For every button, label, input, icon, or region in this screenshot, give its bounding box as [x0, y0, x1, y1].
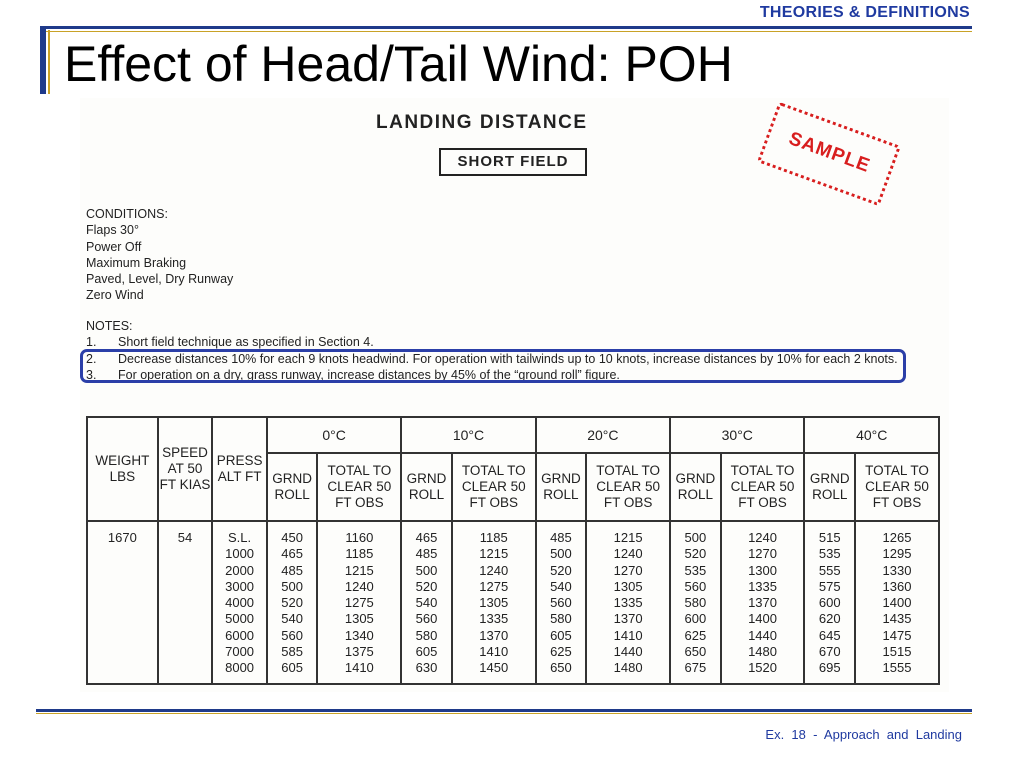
grnd-roll-value: 580	[684, 595, 707, 611]
weight-cell	[87, 521, 158, 684]
col-header-weight: WEIGHT LBS	[87, 417, 158, 521]
total-distance-value: 1215	[479, 546, 509, 562]
grnd-roll-value: 630	[415, 660, 438, 676]
grnd-roll-value: 450	[281, 530, 303, 545]
grnd-roll-value: 500	[415, 562, 438, 578]
title-side-bar-accent	[48, 30, 50, 94]
sample-stamp	[757, 102, 901, 207]
grnd-roll-value: 485	[281, 562, 303, 578]
total-distance-value: 1370	[748, 595, 777, 611]
altitude-cell	[212, 521, 267, 684]
total-distance-value: 1475	[882, 627, 912, 643]
subheader-total: TOTAL TO CLEAR 50 FT OBS	[317, 453, 401, 521]
header-rule	[40, 26, 972, 29]
total-distance-value: 1270	[613, 562, 643, 578]
note-text: Decrease distances 10% for each 9 knots headwind. For operation with tailwinds up to 10 knots, increase distances by 10% for each 2 knots.	[118, 351, 898, 366]
temp-header: 0°C	[267, 417, 401, 453]
subheader-total: TOTAL TO CLEAR 50 FT OBS	[452, 453, 536, 521]
subheader-total: TOTAL TO CLEAR 50 FT OBS	[855, 453, 939, 521]
total-distance-value: 1160	[345, 530, 374, 545]
total-distance-value: 1335	[479, 611, 509, 627]
conditions-heading: CONDITIONS:	[86, 207, 168, 221]
total-distance-value: 1480	[748, 644, 777, 660]
grnd-roll-value: 465	[415, 530, 438, 545]
total-distance-value: 1270	[748, 546, 777, 562]
grnd-roll-value: 520	[415, 578, 438, 594]
grnd-roll-value: 620	[818, 611, 841, 627]
notes-heading: NOTES:	[86, 319, 133, 333]
grnd-roll-value: 555	[818, 562, 841, 578]
grnd-roll-value: 580	[415, 627, 438, 643]
sample-stamp-text: SAMPLE	[785, 128, 874, 178]
total-distance-value: 1340	[344, 627, 374, 643]
grnd-roll-value: 695	[818, 660, 841, 676]
temp-header: 30°C	[670, 417, 804, 453]
grnd-roll-cell	[267, 521, 318, 684]
document-title: LANDING DISTANCE	[376, 112, 588, 133]
total-distance-value: 1275	[479, 578, 509, 594]
note-number: 3.	[86, 367, 97, 382]
total-distance-value: 1295	[882, 546, 912, 562]
total-distance-value: 1370	[613, 611, 643, 627]
grnd-roll-value: 535	[684, 562, 707, 578]
grnd-roll-value: 500	[684, 530, 707, 545]
grnd-roll-value: 485	[550, 530, 572, 545]
footer-text: Ex. 18 - Approach and Landing	[765, 727, 962, 742]
grnd-roll-value: 625	[684, 627, 707, 643]
grnd-roll-value: 535	[818, 546, 841, 562]
slide-title: Effect of Head/Tail Wind: POH	[64, 36, 733, 92]
grnd-roll-value: 670	[818, 644, 841, 660]
condition-item: Power Off	[86, 239, 142, 254]
speed-value: 54	[177, 530, 193, 545]
total-distance-value: 1300	[748, 562, 777, 578]
grnd-roll-value: 560	[281, 627, 303, 643]
temp-header: 40°C	[804, 417, 939, 453]
grnd-roll-value: 500	[281, 578, 303, 594]
total-distance-value: 1555	[882, 660, 912, 676]
grnd-roll-cell	[536, 521, 587, 684]
condition-item: Zero Wind	[86, 288, 144, 303]
altitude-value: 2000	[225, 562, 255, 578]
grnd-roll-value: 540	[281, 611, 303, 627]
temp-header: 20°C	[536, 417, 670, 453]
total-distance-value: 1410	[344, 660, 374, 676]
total-distance-value: 1450	[479, 660, 509, 676]
total-distance-value: 1335	[613, 595, 643, 611]
total-distance-value: 1275	[344, 595, 374, 611]
speed-cell	[158, 521, 213, 684]
total-distance-cell	[452, 521, 536, 684]
total-distance-value: 1240	[613, 546, 643, 562]
subheader-grnd-roll: GRND ROLL	[536, 453, 587, 521]
total-distance-value: 1305	[479, 595, 509, 611]
condition-item: Paved, Level, Dry Runway	[86, 272, 234, 287]
grnd-roll-value: 560	[684, 578, 707, 594]
total-distance-cell	[721, 521, 805, 684]
note-number: 1.	[86, 335, 97, 350]
grnd-roll-cell	[670, 521, 721, 684]
grnd-roll-value: 575	[818, 578, 841, 594]
grnd-roll-value: 605	[415, 644, 438, 660]
total-distance-value: 1215	[344, 562, 374, 578]
total-distance-cell	[855, 521, 939, 684]
altitude-value: 8000	[225, 660, 255, 676]
grnd-roll-value: 540	[415, 595, 438, 611]
grnd-roll-value: 465	[281, 546, 303, 562]
grnd-roll-value: 605	[550, 627, 572, 643]
grnd-roll-value: 650	[550, 660, 572, 676]
condition-item: Maximum Braking	[86, 255, 187, 270]
total-distance-value: 1410	[479, 644, 509, 660]
total-distance-value: 1400	[748, 611, 777, 627]
total-distance-value: 1185	[345, 546, 374, 562]
total-distance-cell	[586, 521, 670, 684]
total-distance-value: 1335	[748, 578, 777, 594]
grnd-roll-value: 500	[550, 546, 572, 562]
footer-rule-accent	[36, 713, 972, 714]
subheader-grnd-roll: GRND ROLL	[670, 453, 721, 521]
temp-header: 10°C	[401, 417, 535, 453]
col-header-altitude: PRESS ALT FT	[212, 417, 267, 521]
total-distance-value: 1240	[479, 562, 509, 578]
note-number: 2.	[86, 351, 97, 366]
altitude-value: S.L.	[228, 530, 252, 545]
total-distance-value: 1305	[344, 611, 374, 627]
note-text: For operation on a dry, grass runway, increase distances by 45% of the “ground roll” figure.	[118, 367, 620, 382]
grnd-roll-value: 520	[550, 562, 572, 578]
document-subtitle: SHORT FIELD	[439, 148, 587, 176]
total-distance-value: 1440	[613, 644, 643, 660]
total-distance-value: 1215	[613, 530, 643, 545]
grnd-roll-value: 520	[281, 595, 303, 611]
weight-value: 1670	[107, 530, 137, 545]
altitude-value: 6000	[225, 627, 255, 643]
total-distance-value: 1435	[882, 611, 912, 627]
total-distance-value: 1375	[344, 644, 374, 660]
poh-document	[80, 98, 949, 692]
title-side-bar	[40, 26, 46, 94]
landing-distance-table	[86, 416, 940, 685]
total-distance-value: 1305	[613, 578, 643, 594]
conditions-block	[86, 206, 233, 304]
grnd-roll-value: 580	[550, 611, 572, 627]
grnd-roll-value: 600	[818, 595, 841, 611]
subheader-total: TOTAL TO CLEAR 50 FT OBS	[586, 453, 670, 521]
altitude-value: 5000	[225, 611, 255, 627]
total-distance-value: 1370	[479, 627, 509, 643]
footer-rule	[36, 709, 972, 712]
total-distance-value: 1515	[882, 644, 912, 660]
total-distance-value: 1480	[613, 660, 643, 676]
grnd-roll-value: 560	[550, 595, 572, 611]
grnd-roll-value: 520	[684, 546, 707, 562]
total-distance-value: 1240	[344, 578, 374, 594]
total-distance-value: 1240	[748, 530, 777, 545]
subheader-grnd-roll: GRND ROLL	[804, 453, 855, 521]
altitude-value: 1000	[225, 546, 255, 562]
total-distance-value: 1265	[882, 530, 912, 545]
altitude-value: 4000	[225, 595, 255, 611]
grnd-roll-value: 515	[818, 530, 841, 545]
grnd-roll-value: 645	[818, 627, 841, 643]
altitude-value: 3000	[225, 578, 255, 594]
subheader-grnd-roll: GRND ROLL	[401, 453, 452, 521]
altitude-value: 7000	[225, 644, 255, 660]
subheader-total: TOTAL TO CLEAR 50 FT OBS	[721, 453, 805, 521]
total-distance-value: 1400	[882, 595, 912, 611]
total-distance-value: 1410	[613, 627, 643, 643]
total-distance-value: 1330	[882, 562, 912, 578]
grnd-roll-value: 625	[550, 644, 572, 660]
grnd-roll-value: 485	[415, 546, 438, 562]
grnd-roll-value: 560	[415, 611, 438, 627]
grnd-roll-value: 585	[281, 644, 303, 660]
total-distance-value: 1360	[882, 578, 912, 594]
headwind-note-highlight	[80, 349, 906, 383]
total-distance-cell	[317, 521, 401, 684]
note-text: Short field technique as specified in Section 4.	[118, 335, 374, 350]
table-data-row	[87, 521, 939, 684]
total-distance-value: 1185	[479, 530, 508, 545]
col-header-speed: SPEED AT 50 FT KIAS	[158, 417, 213, 521]
condition-item: Flaps 30°	[86, 223, 139, 238]
total-distance-value: 1440	[748, 627, 777, 643]
grnd-roll-value: 600	[684, 611, 707, 627]
section-label: THEORIES & DEFINITIONS	[759, 4, 970, 21]
subheader-grnd-roll: GRND ROLL	[267, 453, 318, 521]
total-distance-value: 1520	[748, 660, 777, 676]
grnd-roll-cell	[804, 521, 855, 684]
grnd-roll-cell	[401, 521, 452, 684]
grnd-roll-value: 605	[281, 660, 303, 676]
header-rule-accent	[40, 31, 972, 32]
grnd-roll-value: 540	[550, 578, 572, 594]
grnd-roll-value: 675	[684, 660, 707, 676]
grnd-roll-value: 650	[684, 644, 707, 660]
